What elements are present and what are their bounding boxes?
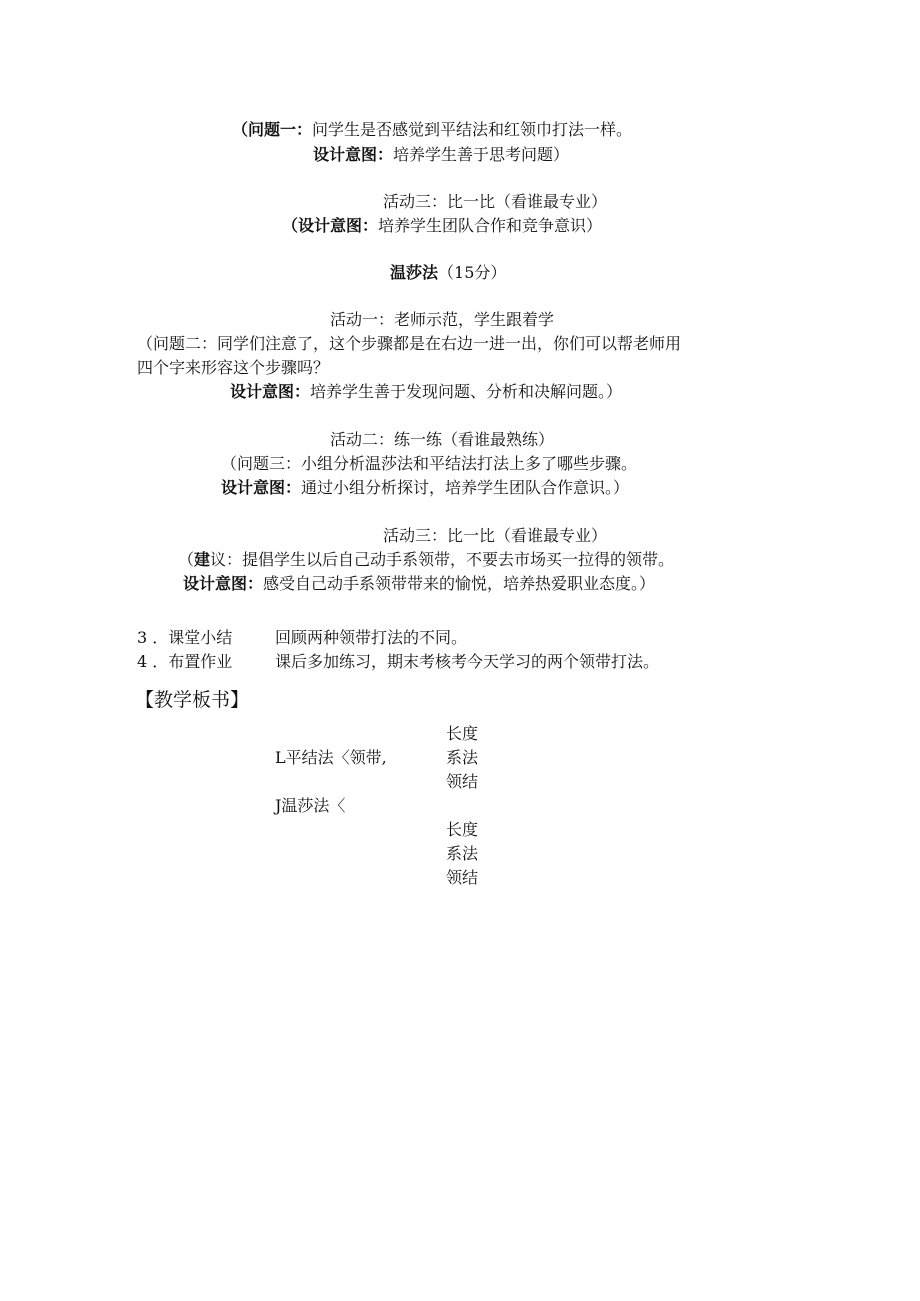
suggestion xyxy=(178,548,674,572)
step-number: 4 xyxy=(137,652,148,671)
activity-one-heading: 活动一：老师示范，学生跟着学 xyxy=(330,310,555,329)
design-intent-5 xyxy=(183,572,655,596)
step-summary-text: 回顾两种领带打法的不同。 xyxy=(275,628,468,647)
section-heading-duration: （15分） xyxy=(438,263,507,282)
question-two-line1: （问题二：同学们注意了，这个步骤都是在右边一进一出，你们可以帮老师用 xyxy=(137,334,682,353)
question-one-label: （问题一： xyxy=(232,120,313,139)
step-homework-text: 课后多加练习，期末考核考今天学习的两个领带打法。 xyxy=(275,652,660,671)
suggestion-text: 议：提倡学生以后自己动手系领带，不要去市场买一拉得的领带。 xyxy=(210,550,675,569)
design-intent-2 xyxy=(282,214,602,238)
question-two-line2: 四个字来形容这个步骤吗？ xyxy=(137,358,330,377)
design-intent-text: 感受自己动手系领带带来的愉悦，培养热爱职业态度。） xyxy=(263,574,656,593)
board-title: 【教学板书】 xyxy=(135,689,250,711)
question-one-text: 问学生是否感觉到平结法和红领巾打法一样。 xyxy=(312,120,633,139)
board-item-5: 系法 xyxy=(446,844,479,863)
section-heading-title: 温莎法 xyxy=(390,263,439,282)
step-homework xyxy=(137,650,232,674)
design-intent-text: 培养学生善于思考问题） xyxy=(393,145,570,164)
activity-three-heading: 活动三：比一比（看谁最专业） xyxy=(383,192,608,211)
design-intent-label: 设计意图： xyxy=(313,145,394,164)
section-heading-windsor xyxy=(390,261,506,285)
step-title: ．布置作业 xyxy=(152,652,233,671)
design-intent-label: 设计意图： xyxy=(230,382,311,401)
step-summary xyxy=(137,626,232,650)
board-item-2: 系法 xyxy=(446,748,479,767)
board-item-1: 长度 xyxy=(446,724,479,743)
design-intent-label: 设计意图： xyxy=(183,574,264,593)
design-intent-1 xyxy=(313,143,569,167)
question-three: （问题三：小组分析温莎法和平结法打法上多了哪些步骤。 xyxy=(221,454,638,473)
board-item-4: 长度 xyxy=(446,820,479,839)
activity-three-heading-2: 活动三：比一比（看谁最专业） xyxy=(383,526,608,545)
board-line-2: J温莎法〈 xyxy=(275,796,346,815)
activity-two-heading: 活动二：练一练（看谁最熟练） xyxy=(330,430,555,449)
design-intent-label: 设计意图： xyxy=(221,478,302,497)
step-title: ．课堂小结 xyxy=(152,628,233,647)
suggestion-open-paren: （ xyxy=(178,550,195,569)
board-line-1: L平结法〈领带, xyxy=(275,748,387,767)
design-intent-label: （设计意图： xyxy=(282,216,379,235)
design-intent-text: 培养学生善于发现问题、分析和决解问题。） xyxy=(310,382,623,401)
question-one xyxy=(232,118,632,142)
board-item-6: 领结 xyxy=(446,868,479,887)
design-intent-text: 培养学生团队合作和竞争意识） xyxy=(378,216,603,235)
design-intent-4 xyxy=(221,476,629,500)
design-intent-3 xyxy=(230,380,622,404)
design-intent-text: 通过小组分析探讨，培养学生团队合作意识。） xyxy=(301,478,630,497)
board-item-3: 领结 xyxy=(446,772,479,791)
step-number: 3 xyxy=(137,628,148,647)
suggestion-label: 建 xyxy=(194,550,211,569)
